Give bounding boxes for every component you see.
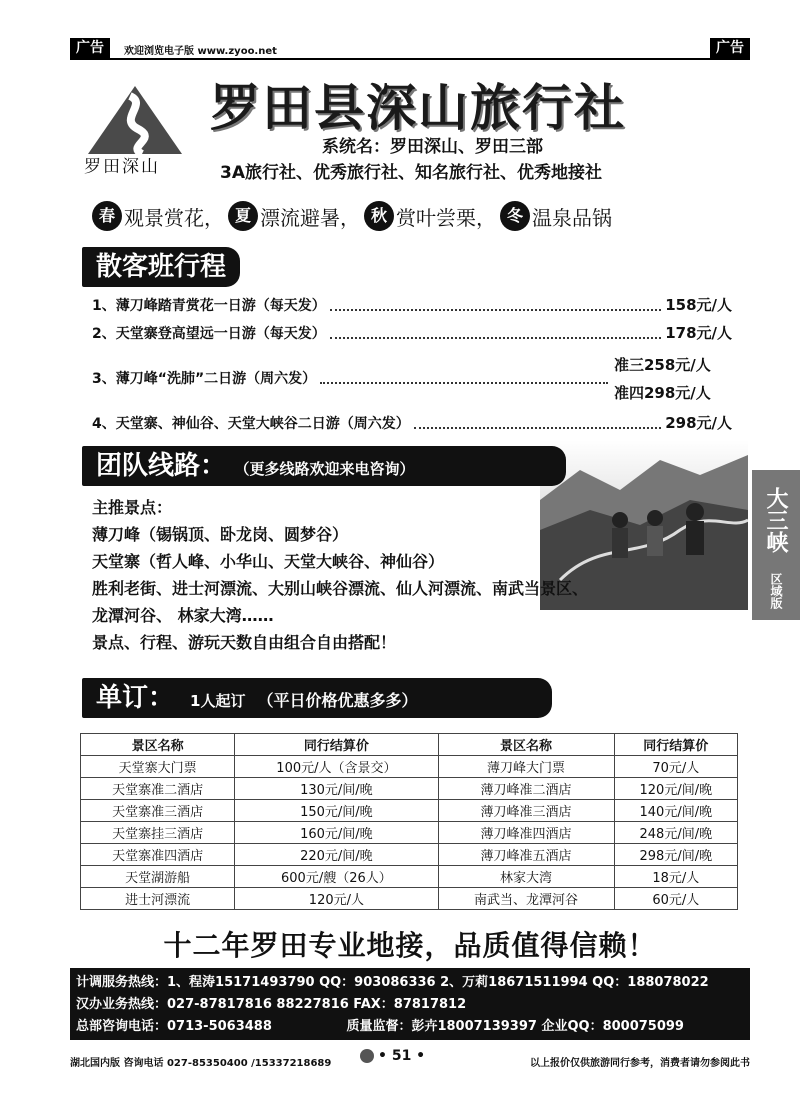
trip-name: 3、薄刀峰“洗肺”二日游（周六发） [92, 371, 317, 387]
section-title: 团队线路： [96, 451, 227, 481]
agency-header [70, 60, 750, 190]
trip-price-b: 准四298元/人 [614, 384, 711, 402]
summer-text: 漂流避暑， [260, 205, 360, 230]
contact-line-3 [76, 1016, 744, 1038]
top-bar [70, 38, 750, 60]
trip-item[interactable] [92, 368, 612, 388]
table-cell: 140元/间/晚 [614, 800, 737, 822]
section-subtitle: （更多线路欢迎来电咨询） [242, 460, 415, 478]
table-cell: 150元/间/晚 [235, 800, 438, 822]
section-sub2: （平日价格优惠多多） [257, 691, 418, 710]
table-cell: 天堂寨准四酒店 [81, 844, 235, 866]
attraction-line: 薄刀峰（锡锅顶、卧龙岗、圆梦谷） [92, 525, 349, 544]
table-row [81, 756, 738, 778]
table-cell: 298元/间/晚 [614, 844, 737, 866]
table-cell: 100元/人（含景交） [235, 756, 438, 778]
trip-price: 158元/人 [665, 296, 732, 314]
table-cell: 120元/人 [235, 888, 438, 910]
table-cell: 120元/间/晚 [614, 778, 737, 800]
agency-title: 罗田县深山旅行社 [210, 78, 626, 137]
table-cell: 林家大湾 [438, 866, 614, 888]
leader-dots [320, 382, 608, 384]
table-cell: 600元/艘（26人） [235, 866, 438, 888]
winter-badge: 冬 [500, 201, 530, 231]
autumn-badge: 秋 [364, 201, 394, 231]
table-cell: 60元/人 [614, 888, 737, 910]
trip-name: 4、天堂寨、神仙谷、天堂大峡谷二日游（周六发） [92, 416, 410, 432]
leader-dots [414, 427, 661, 429]
table-cell: 130元/间/晚 [235, 778, 438, 800]
contact-box [70, 968, 750, 1040]
contact-line-2[interactable]: 汉办业务热线：027-87817816 88227816 FAX：87817812 [76, 997, 467, 1012]
column-header: 同行结算价 [235, 734, 438, 756]
section-sub: 1人起订 [190, 692, 246, 710]
table-cell: 160元/间/晚 [235, 822, 438, 844]
trip-name: 1、薄刀峰踏青赏花一日游（每天发） [92, 298, 326, 314]
trip-item[interactable] [92, 322, 732, 343]
page-footer [70, 1048, 750, 1070]
winter-text: 温泉品锅 [532, 205, 612, 230]
column-header: 同行结算价 [614, 734, 737, 756]
attraction-line: 景点、行程、游玩天数自由组合自由搭配！ [92, 633, 397, 652]
table-row [81, 800, 738, 822]
table-cell: 薄刀峰准五酒店 [438, 844, 614, 866]
supervision[interactable]: 质量监督：彭卉18007139397 企业QQ：800075099 [346, 1019, 684, 1034]
table-cell: 薄刀峰大门票 [438, 756, 614, 778]
section-title: 单订： [96, 683, 175, 713]
trip-price: 178元/人 [665, 324, 732, 342]
ad-tag-right: 广告 [710, 38, 750, 58]
table-cell: 70元/人 [614, 756, 737, 778]
column-header: 景区名称 [81, 734, 235, 756]
system-name: 系统名：罗田深山、罗田三部 [322, 137, 543, 157]
region-side-tab[interactable] [752, 470, 800, 620]
page-number: • 51 • [360, 1048, 425, 1064]
table-row [81, 866, 738, 888]
section-title: 散客班行程 [96, 252, 227, 282]
contact-line-1[interactable]: 计调服务热线：1、程涛15171493790 QQ：903086336 2、万莉18671511994 QQ：188078022 [76, 975, 709, 990]
table-cell: 天堂寨大门票 [81, 756, 235, 778]
leader-dots [330, 309, 661, 311]
trip-price: 298元/人 [665, 414, 732, 432]
section-banner-individual [82, 247, 240, 287]
column-header: 景区名称 [438, 734, 614, 756]
table-cell: 薄刀峰准四酒店 [438, 822, 614, 844]
spring-text: 观景赏花， [124, 205, 224, 230]
leader-dots [330, 337, 661, 339]
table-cell: 天堂寨挂三酒店 [81, 822, 235, 844]
qualifications: 3A旅行社、优秀旅行社、知名旅行社、优秀地接社 [220, 163, 602, 183]
table-cell: 248元/间/晚 [614, 822, 737, 844]
table-cell: 18元/人 [614, 866, 737, 888]
table-row [81, 778, 738, 800]
table-row [81, 888, 738, 910]
section-banner-group [82, 446, 566, 486]
trip-name: 2、天堂寨登高望远一日游（每天发） [92, 326, 326, 342]
attraction-line: 胜利老街、进士河漂流、大别山峡谷漂流、仙人河漂流、南武当景区、 [92, 579, 589, 598]
welcome-url[interactable]: 欢迎浏览电子版 www.zyoo.net [124, 46, 277, 57]
section-banner-single [82, 678, 552, 718]
hq-phone[interactable]: 总部咨询电话：0713-5063488 [76, 1019, 272, 1034]
publisher-logo-icon [360, 1049, 374, 1063]
side-tab-small: 区域版 [769, 573, 783, 609]
table-cell: 薄刀峰准三酒店 [438, 800, 614, 822]
summer-badge: 夏 [228, 201, 258, 231]
table-cell: 220元/间/晚 [235, 844, 438, 866]
side-tab-big: 大三峡 [763, 487, 789, 553]
ad-tag-left: 广告 [70, 38, 110, 58]
attraction-line: 天堂寨（哲人峰、小华山、天堂大峡谷、神仙谷） [92, 552, 445, 571]
trip-item[interactable] [92, 412, 732, 433]
footer-left: 湖北国内版 咨询电话 027-85350400 /15337218689 [70, 1058, 332, 1069]
logo-text: 罗田深山 [84, 157, 160, 177]
attractions-heading: 主推景点： [92, 498, 173, 517]
table-cell: 进士河漂流 [81, 888, 235, 910]
table-row [81, 844, 738, 866]
table-header-row [81, 734, 738, 756]
trip-price-a: 准三258元/人 [614, 356, 711, 374]
slogan: 十二年罗田专业地接，品质值得信赖！ [163, 929, 657, 962]
footer-right: 以上报价仅供旅游同行参考，消费者请勿参阅此书 [530, 1058, 750, 1069]
autumn-text: 赏叶尝栗， [396, 205, 496, 230]
attractions-list [92, 494, 752, 656]
table-cell: 天堂湖游船 [81, 866, 235, 888]
attraction-line: 龙潭河谷、 林家大湾…… [92, 606, 274, 625]
table-cell: 薄刀峰准二酒店 [438, 778, 614, 800]
table-cell: 天堂寨准二酒店 [81, 778, 235, 800]
trip-item[interactable] [92, 294, 732, 315]
spring-badge: 春 [92, 201, 122, 231]
table-row [81, 822, 738, 844]
table-cell: 天堂寨准三酒店 [81, 800, 235, 822]
table-cell: 南武当、龙潭河谷 [438, 888, 614, 910]
price-table [80, 733, 738, 910]
season-slogans [92, 198, 732, 234]
